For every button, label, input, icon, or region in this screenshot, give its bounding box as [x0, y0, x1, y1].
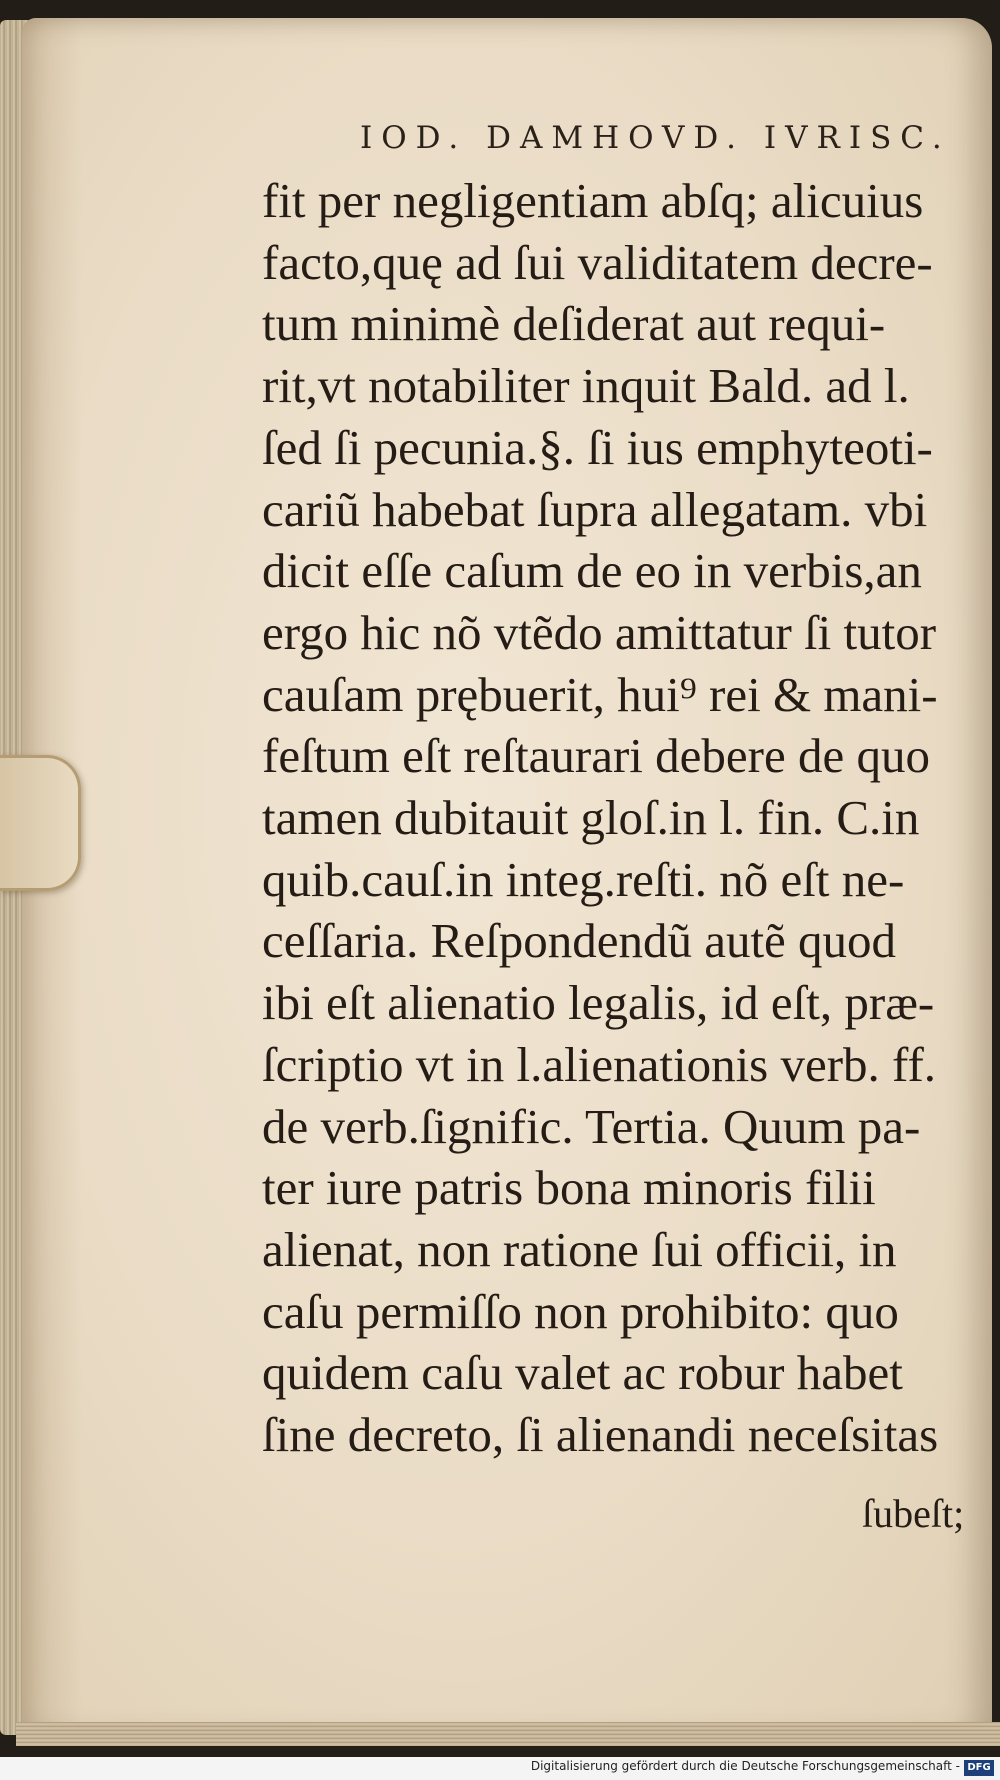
text-line: cauſam prębuerit, hui⁹ rei & mani- — [262, 666, 938, 722]
text-line: quidem caſu valet ac robur habet — [262, 1345, 903, 1401]
text-line: ſed ſi pecunia.§. ſi ius emphyteoti- — [262, 419, 933, 475]
text-line: de verb.ſignific. Tertia. Quum pa- — [262, 1098, 921, 1154]
text-line: cariũ habebat ſupra allegatam. vbi — [262, 481, 928, 537]
text-line: facto,quę ad ſui validitatem decre- — [262, 234, 933, 290]
body-text — [262, 170, 982, 1466]
text-line: ter iure patris bona minoris filii — [262, 1160, 876, 1216]
footer-credit: Digitalisierung gefördert durch die Deutsche Forschungsgemeinschaft - — [530, 1759, 960, 1773]
text-line: ergo hic nõ vtẽdo amittatur ſi tutor — [262, 604, 937, 660]
text-line: dicit eſſe caſum de eo in verbis,an — [262, 543, 922, 599]
text-line: ſine decreto, ſi alienandi neceſsitas — [262, 1407, 939, 1463]
text-line: caſu permiſſo non prohibito: quo — [262, 1283, 899, 1339]
bookmark-tab — [0, 755, 81, 891]
text-line: quib.cauſ.in integ.reſti. nõ eſt ne- — [262, 851, 905, 907]
text-line: alienat, non ratione ſui officii, in — [262, 1221, 897, 1277]
footer-bar — [0, 1757, 1000, 1780]
text-line: ceſſaria. Reſpondendũ autẽ quod — [262, 913, 897, 969]
text-line: tamen dubitauit gloſ.in l. fin. C.in — [262, 790, 920, 846]
text-line: ibi eſt alienatio legalis, id eſt, præ- — [262, 975, 935, 1031]
page-bottom-edge — [16, 1722, 1000, 1746]
text-line: tum minimè deſiderat aut requi- — [262, 296, 886, 352]
catchword: ſubeſt; — [862, 1491, 965, 1536]
running-head: IOD. DAMHOVD. IVRISC. — [360, 120, 951, 156]
text-line: ſcriptio vt in l.alienationis verb. ff. — [262, 1036, 937, 1092]
text-line: fit per negligentiam abſq; alicuius — [262, 173, 924, 228]
text-line: rit,vt notabiliter inquit Bald. ad l. — [262, 358, 910, 414]
dfg-logo: DFG — [964, 1760, 994, 1776]
text-line: feſtum eſt reſtaurari debere de quo — [262, 728, 930, 784]
